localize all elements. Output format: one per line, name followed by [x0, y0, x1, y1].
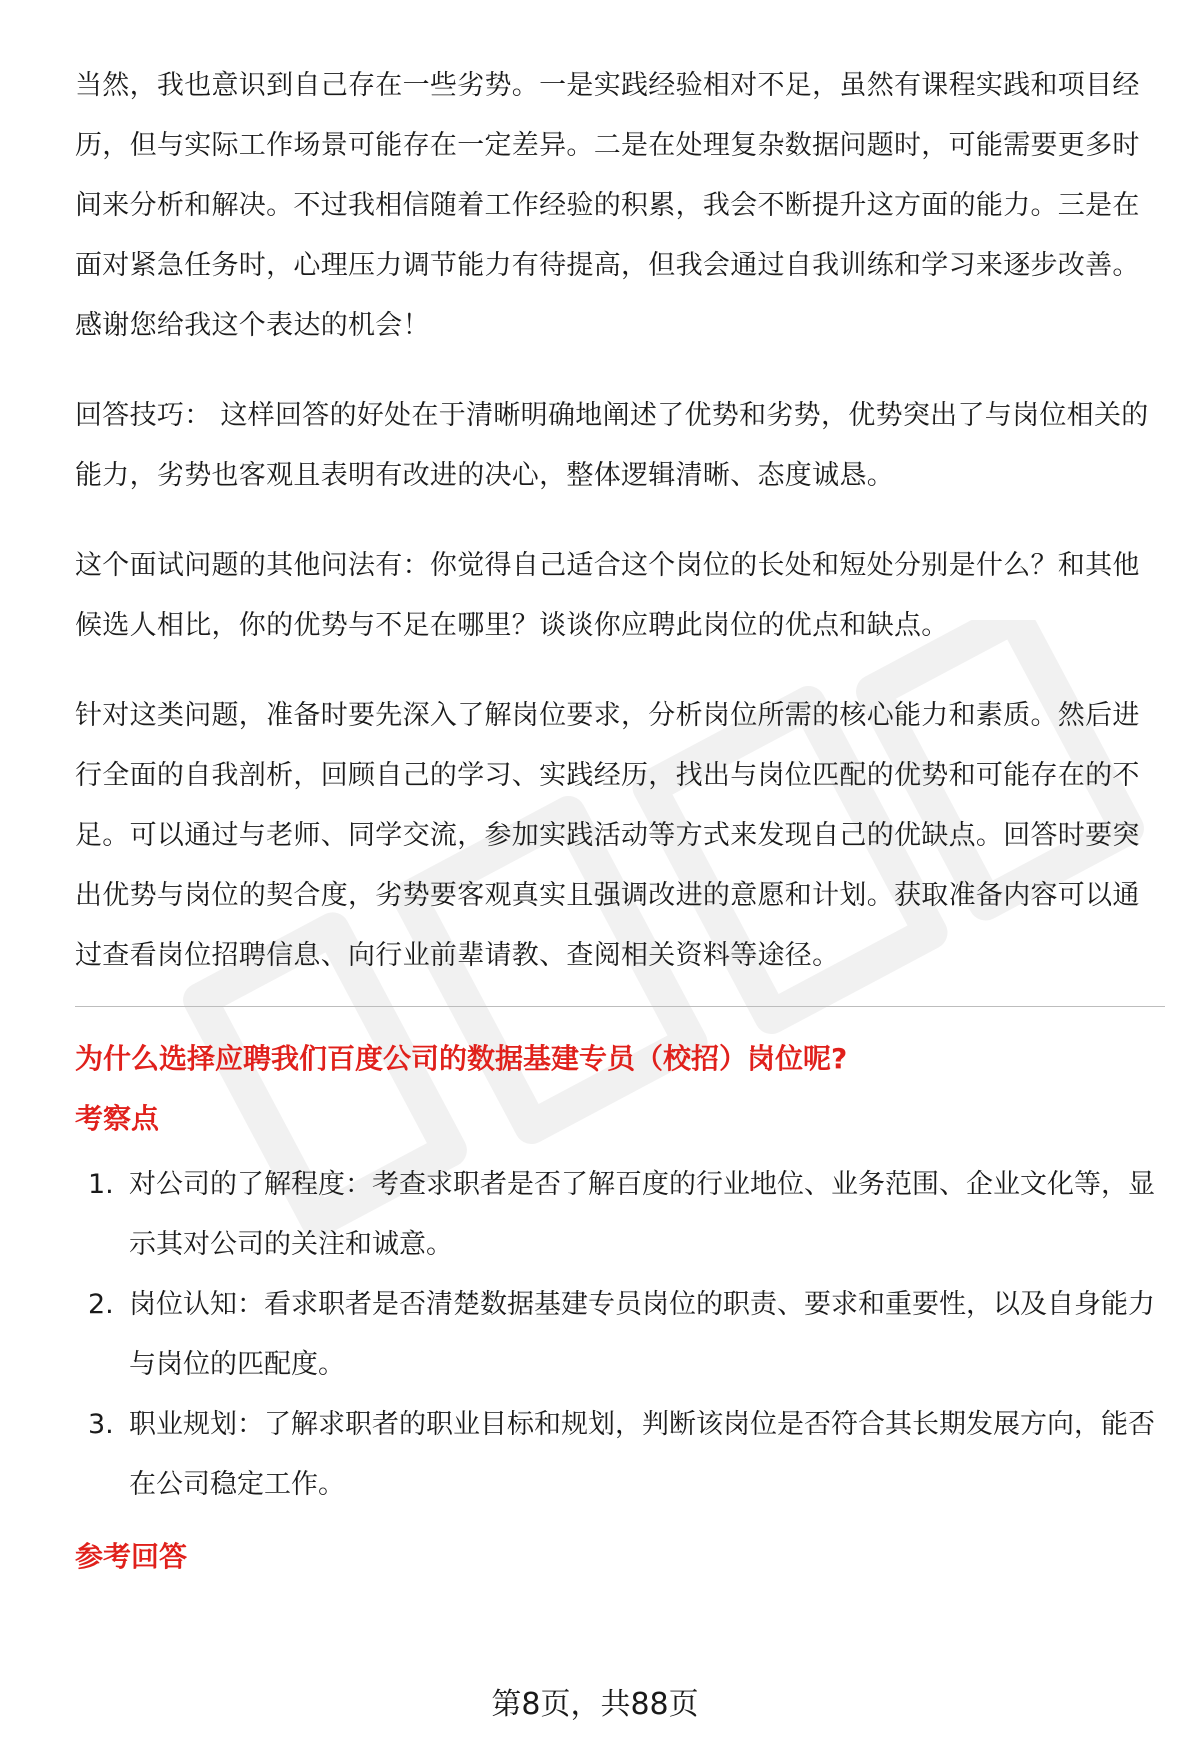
- list-item-text: 对公司的了解程度：考查求职者是否了解百度的行业地位、业务范围、企业文化等，显示其对公司的关注和诚意。: [129, 1169, 1155, 1260]
- list-item: [75, 1395, 1165, 1515]
- list-item: [75, 1155, 1165, 1275]
- list-item-number: 1.: [88, 1169, 114, 1200]
- paragraph-answer-tips: 回答技巧： 这样回答的好处在于清晰明确地阐述了优势和劣势，优势突出了与岗位相关的能力，劣势也客观且表明有改进的决心，整体逻辑清晰、态度诚恳。: [75, 400, 1149, 491]
- list-item: [75, 1275, 1165, 1395]
- question-title: 为什么选择应聘我们百度公司的数据基建专员（校招）岗位呢?: [75, 1042, 848, 1075]
- paragraph-alternative-questions: 这个面试问题的其他问法有：你觉得自己适合这个岗位的长处和短处分别是什么？和其他候选人相比，你的优势与不足在哪里？谈谈你应聘此岗位的优点和缺点。: [75, 550, 1140, 641]
- list-item-number: 3.: [88, 1409, 114, 1440]
- section-divider: [75, 1006, 1165, 1007]
- list-item-text: 职业规划：了解求职者的职业目标和规划，判断该岗位是否符合其长期发展方向，能否在公司稳定工作。: [129, 1409, 1155, 1500]
- paragraph-weaknesses: 当然，我也意识到自己存在一些劣势。一是实践经验相对不足，虽然有课程实践和项目经历，但与实际工作场景可能存在一定差异。二是在处理复杂数据问题时，可能需要更多时间来分析和解决。不过我相信随着工作经验的积累，我会不断提升这方面的能力。三是在面对紧急任务时，心理压力调节能力有待提高，但我会通过自我训练和学习来逐步改善。感谢您给我这个表达的机会！: [75, 70, 1140, 341]
- list-item-text: 岗位认知：看求职者是否清楚数据基建专员岗位的职责、要求和重要性，以及自身能力与岗位的匹配度。: [129, 1289, 1155, 1380]
- points-heading: 考察点: [75, 1102, 160, 1135]
- content-area: [75, 56, 1165, 1593]
- page-number: 第8页，共88页: [491, 1687, 699, 1722]
- list-item-number: 2.: [88, 1289, 114, 1320]
- answer-heading: 参考回答: [75, 1540, 188, 1573]
- paragraph-preparation-advice: 针对这类问题，准备时要先深入了解岗位要求，分析岗位所需的核心能力和素质。然后进行全面的自我剖析，回顾自己的学习、实践经历，找出与岗位匹配的优势和可能存在的不足。可以通过与老师、同学交流，参加实践活动等方式来发现自己的优缺点。回答时要突出优势与岗位的契合度，劣势要客观真实且强调改进的意愿和计划。获取准备内容可以通过查看岗位招聘信息、向行业前辈请教、查阅相关资料等途径。: [75, 700, 1140, 971]
- points-list: [75, 1155, 1165, 1515]
